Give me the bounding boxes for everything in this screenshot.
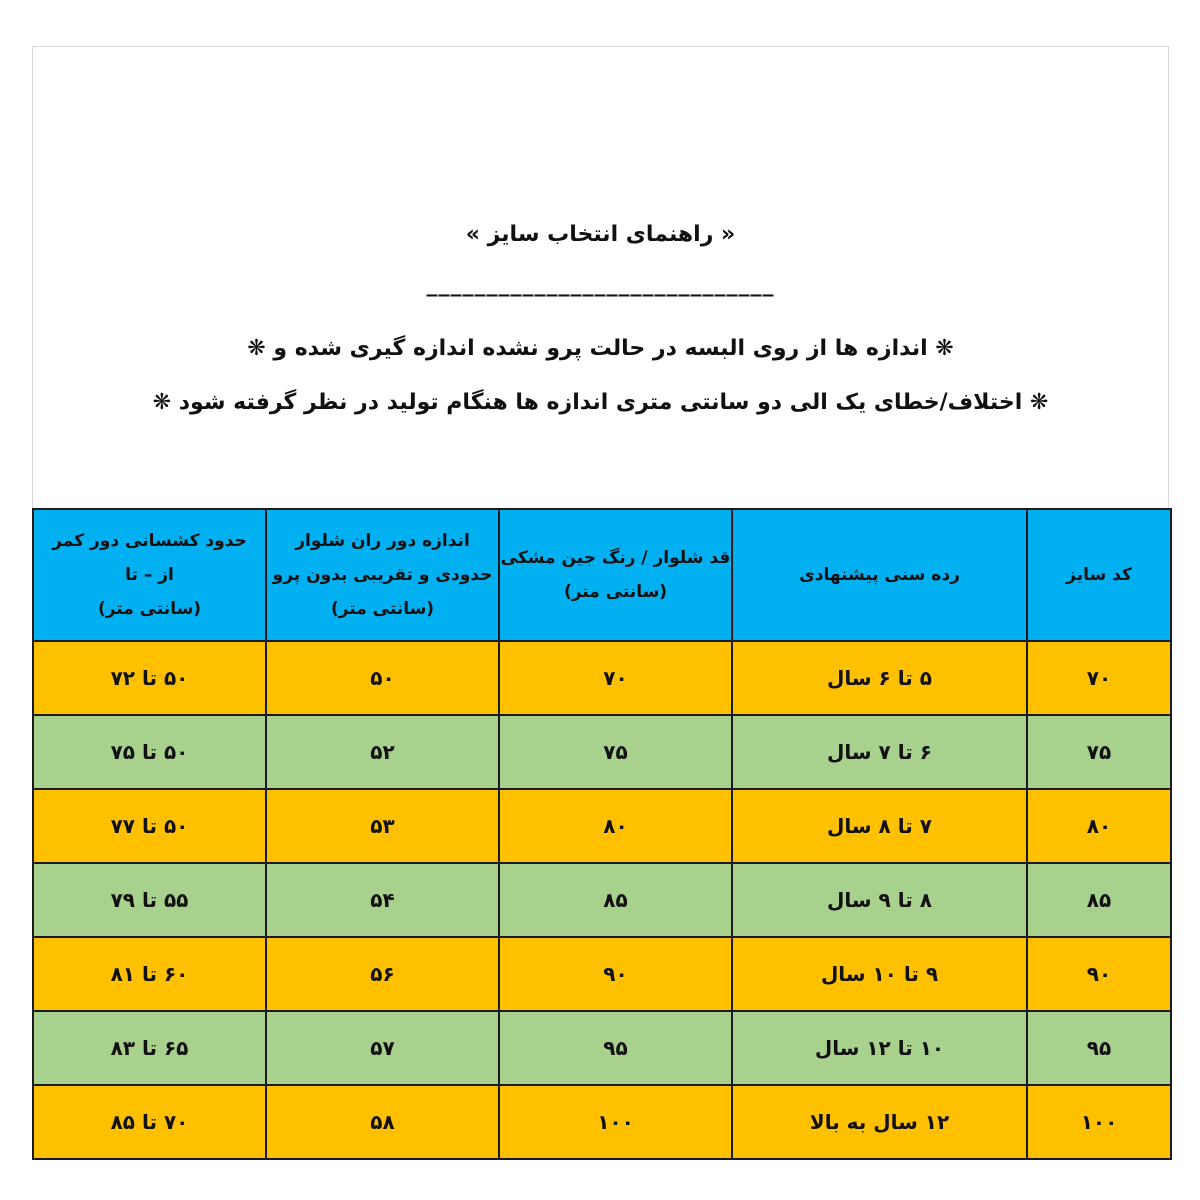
cell-size-code: ۹۰ <box>1027 937 1171 1011</box>
header-thigh-size <box>266 509 499 641</box>
header-age-range <box>732 509 1027 641</box>
header-line: کد سایز <box>1066 565 1132 585</box>
header-line: (سانتی متر) <box>97 599 202 619</box>
table-row <box>33 789 1171 863</box>
size-guide-table <box>32 508 1172 1160</box>
table-row <box>33 863 1171 937</box>
cell-waist-stretch: ۶۰ تا ۸۱ <box>33 937 266 1011</box>
header-pants-length <box>499 509 732 641</box>
cell-size-code: ۹۵ <box>1027 1011 1171 1085</box>
cell-thigh-size: ۵۴ <box>266 863 499 937</box>
cell-size-code: ۸۵ <box>1027 863 1171 937</box>
header-line: (سانتی متر) <box>330 599 435 619</box>
cell-pants-length: ۷۰ <box>499 641 732 715</box>
cell-age-range: ۶ تا ۷ سال <box>732 715 1027 789</box>
cell-pants-length: ۹۵ <box>499 1011 732 1085</box>
header-line: اندازه دور ران شلوار <box>295 531 470 551</box>
cell-size-code: ۱۰۰ <box>1027 1085 1171 1159</box>
header-line: (سانتی متر) <box>563 582 668 602</box>
cell-thigh-size: ۵۷ <box>266 1011 499 1085</box>
cell-age-range: ۸ تا ۹ سال <box>732 863 1027 937</box>
cell-size-code: ۷۵ <box>1027 715 1171 789</box>
cell-age-range: ۵ تا ۶ سال <box>732 641 1027 715</box>
cell-waist-stretch: ۵۵ تا ۷۹ <box>33 863 266 937</box>
cell-waist-stretch: ۵۰ تا ۷۲ <box>33 641 266 715</box>
table-row <box>33 641 1171 715</box>
cell-thigh-size: ۵۲ <box>266 715 499 789</box>
cell-thigh-size: ۵۶ <box>266 937 499 1011</box>
cell-size-code: ۸۰ <box>1027 789 1171 863</box>
cell-size-code: ۷۰ <box>1027 641 1171 715</box>
table-row <box>33 715 1171 789</box>
cell-waist-stretch: ۵۰ تا ۷۷ <box>33 789 266 863</box>
guide-header <box>32 46 1169 508</box>
cell-pants-length: ۷۵ <box>499 715 732 789</box>
cell-pants-length: ۹۰ <box>499 937 732 1011</box>
cell-pants-length: ۸۰ <box>499 789 732 863</box>
measurement-note: ❋ اندازه ها از روی البسه در حالت پرو نشده اندازه گیری شده و ❋ <box>247 336 954 361</box>
header-line: قد شلوار / رنگ جین مشکی <box>500 548 731 568</box>
cell-waist-stretch: ۶۵ تا ۸۳ <box>33 1011 266 1085</box>
table-row <box>33 1085 1171 1159</box>
cell-age-range: ۱۲ سال به بالا <box>732 1085 1027 1159</box>
cell-pants-length: ۱۰۰ <box>499 1085 732 1159</box>
cell-waist-stretch: ۷۰ تا ۸۵ <box>33 1085 266 1159</box>
header-waist-stretch <box>33 509 266 641</box>
cell-thigh-size: ۵۸ <box>266 1085 499 1159</box>
cell-age-range: ۱۰ تا ۱۲ سال <box>732 1011 1027 1085</box>
header-line: حدود کشسانی دور کمر <box>52 531 247 551</box>
cell-pants-length: ۸۵ <box>499 863 732 937</box>
table-row <box>33 1011 1171 1085</box>
header-line: از – تا <box>125 565 174 585</box>
tolerance-note: ❋ اختلاف/خطای یک الی دو سانتی متری اندازه ها هنگام تولید در نظر گرفته شود ❋ <box>152 390 1049 415</box>
cell-age-range: ۷ تا ۸ سال <box>732 789 1027 863</box>
table-row <box>33 937 1171 1011</box>
header-size-code <box>1027 509 1171 641</box>
cell-thigh-size: ۵۰ <box>266 641 499 715</box>
title-divider: _____________________________ <box>426 272 775 297</box>
table-header-row <box>33 509 1171 641</box>
header-line: حدودی و تقریبی بدون پرو <box>272 565 493 585</box>
cell-age-range: ۹ تا ۱۰ سال <box>732 937 1027 1011</box>
header-line: رده سنی پیشنهادی <box>799 565 960 585</box>
cell-thigh-size: ۵۳ <box>266 789 499 863</box>
cell-waist-stretch: ۵۰ تا ۷۵ <box>33 715 266 789</box>
page-title: « راهنمای انتخاب سایز » <box>465 222 736 247</box>
